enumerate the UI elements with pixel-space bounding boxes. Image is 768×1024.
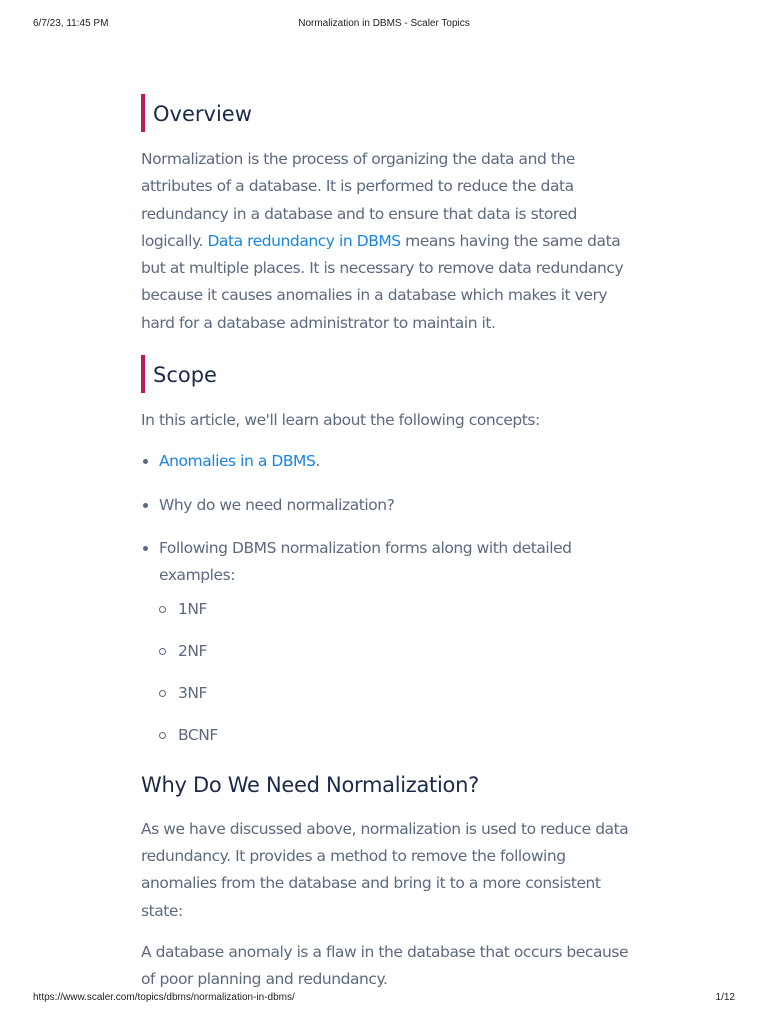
sub-list-item: 1NF bbox=[159, 596, 633, 623]
data-redundancy-link[interactable]: Data redundancy in DBMS bbox=[207, 231, 401, 250]
print-header-datetime: 6/7/23, 11:45 PM bbox=[33, 18, 109, 29]
list-item bbox=[141, 535, 633, 750]
list-item: Why do we need normalization? bbox=[141, 492, 633, 519]
why-heading: Why Do We Need Normalization? bbox=[141, 772, 479, 797]
sub-list-item: 3NF bbox=[159, 680, 633, 707]
normal-forms-list bbox=[159, 596, 633, 750]
overview-heading: Overview bbox=[141, 94, 633, 132]
why-paragraph-2: A database anomaly is a flaw in the database that occurs because of poor planning and redundancy. bbox=[141, 942, 629, 989]
anomalies-link[interactable]: Anomalies in a DBMS bbox=[159, 452, 316, 471]
list-item bbox=[141, 448, 633, 475]
print-footer-page: 1/12 bbox=[715, 992, 735, 1003]
scope-list bbox=[141, 448, 633, 749]
list-item-text: Following DBMS normalization forms along with detailed examples: bbox=[159, 538, 572, 585]
print-header-title: Normalization in DBMS - Scaler Topics bbox=[298, 18, 470, 29]
overview-text-2: means having the same data but at multiple places. It is necessary to remove data redundancy because it causes anomalies in a database which makes it very hard for a database administrator to maintain it. bbox=[141, 231, 624, 332]
overview-text-1: Normalization is the process of organizing the data and the attributes of a database. It is performed to reduce the data redundancy in a database and to ensure that data is stored logically. bbox=[141, 150, 577, 250]
overview-paragraph bbox=[141, 146, 633, 337]
sub-list-item: BCNF bbox=[159, 722, 633, 749]
article-body bbox=[141, 94, 633, 994]
why-paragraph-1: As we have discussed above, normalization is used to reduce data redundancy. It provides a method to remove the following anomalies from the database and bring it to a more consistent state: bbox=[141, 819, 629, 920]
sub-list-item: 2NF bbox=[159, 638, 633, 665]
scope-heading: Scope bbox=[141, 355, 633, 393]
print-footer-url: https://www.scaler.com/topics/dbms/normalization-in-dbms/ bbox=[33, 992, 295, 1003]
scope-intro: In this article, we'll learn about the following concepts: bbox=[141, 411, 540, 430]
anomalies-suffix: . bbox=[315, 452, 320, 471]
